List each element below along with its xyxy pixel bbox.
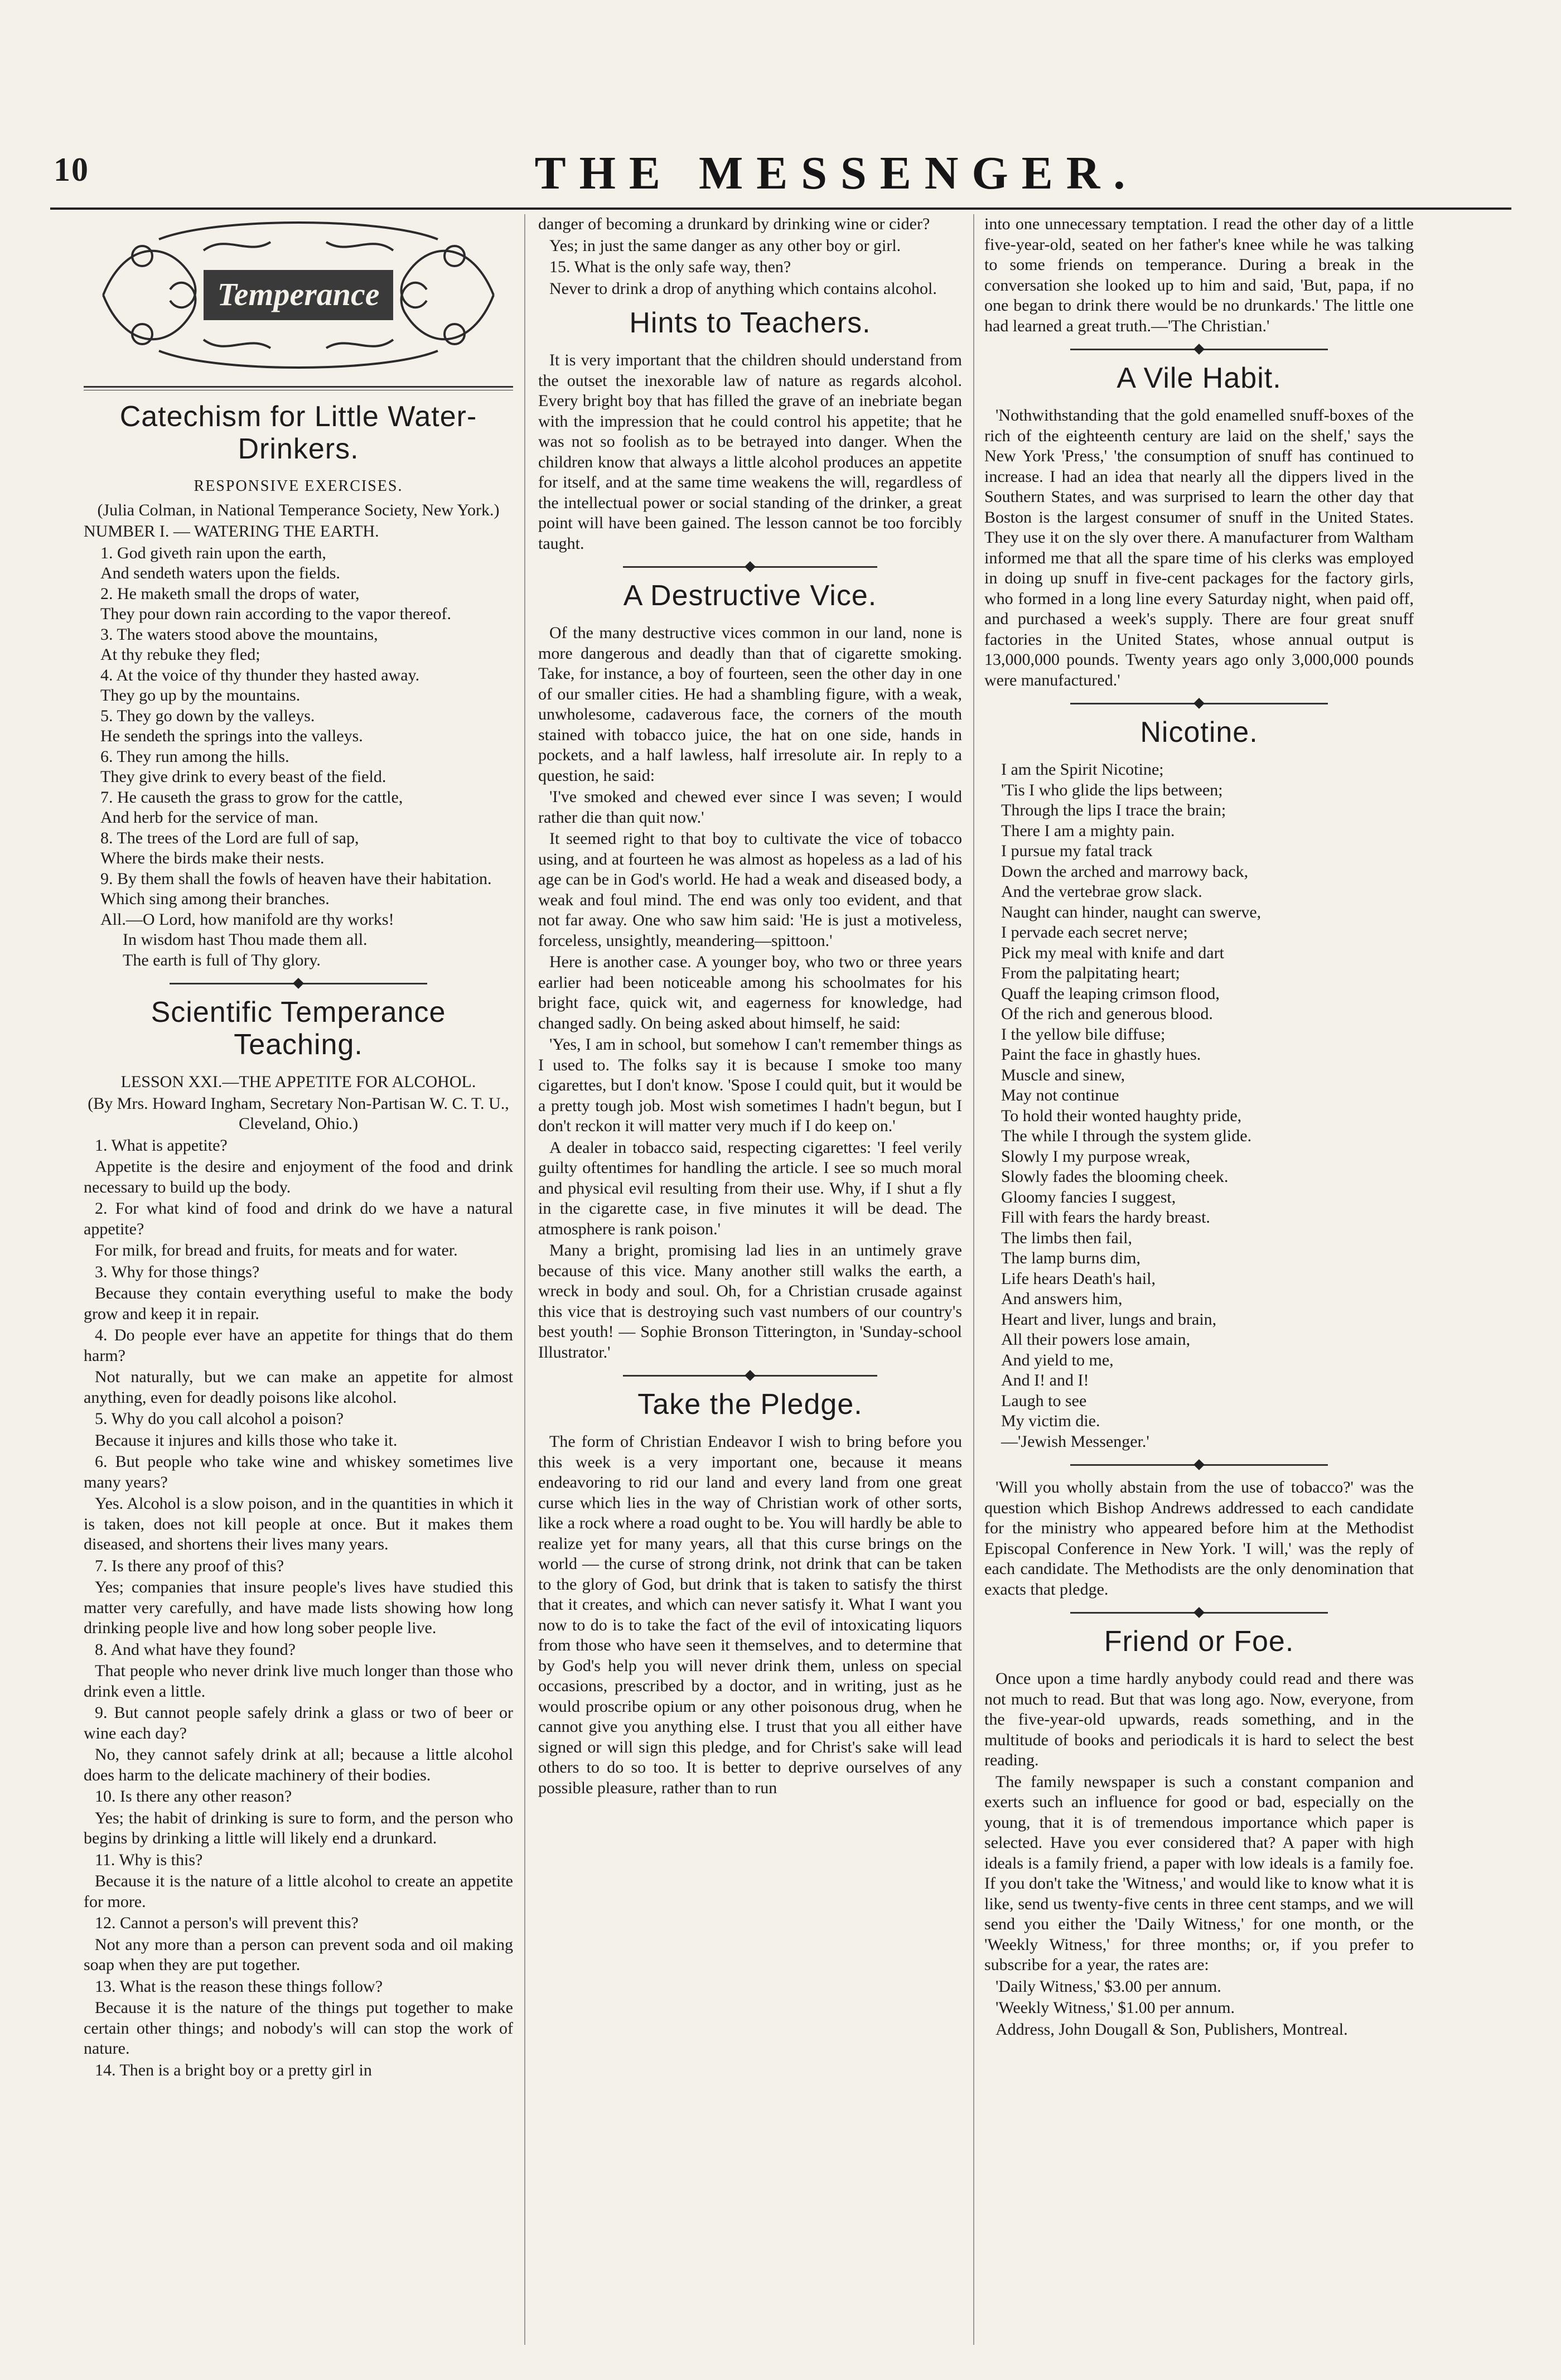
catechism-credit: (Julia Colman, in National Temperance Society, New York.) <box>97 500 500 519</box>
pledge-body: The form of Christian Endeavor I wish to bring before you this week is a very important one, because it means endeavoring to rid our land and every land from one great curse which lies in the way of Christian work of other sorts, like a rock where a road ought to be. You will hardly be able to realize yet for many years, all that this curse brings on the world — the curse of strong drink, not drink that can be taken to the glory of God, but drink that is taken to satisfy the thirst that it creates, and which can never satisfy it. What I want you now to do is to take the fact of the evil of intoxicating liquors from those who have seen it themselves, and to determine that by God's help you will never drink them, unless on special occasions, prescribed by a doctor, and in writing, just as he would proscribe opium or any other poisonous drug, when he cannot give you anything else. I trust that you all either have signed or will sign this pledge, and for Christ's sake will lead others to do so too. It is better to deprive ourselves of any possible pleasure, rather than to run <box>538 1432 962 1797</box>
paragraph: 15. What is the only safe way, then? <box>549 258 791 276</box>
paragraph: 'Daily Witness,' $3.00 per annum. <box>995 1977 1221 1996</box>
poem-line: May not continue <box>1001 1086 1119 1104</box>
poem-attribution: —'Jewish Messenger.' <box>1001 1432 1149 1451</box>
poem-line: Quaff the leaping crimson flood, <box>1001 984 1220 1003</box>
paragraph: 4. Do people ever have an appetite for things that do them harm? <box>84 1326 513 1365</box>
catechism-lines <box>84 543 513 971</box>
catechism-line: 9. By them shall the fowls of heaven have their habitation. <box>100 869 492 888</box>
paragraph: 1. What is appetite? <box>95 1136 228 1155</box>
catechism-line: And herb for the service of man. <box>100 808 318 827</box>
paragraph: The family newspaper is such a constant companion and exerts such an influence for good or bad, especially on the young, that it is of tremendous importance which paper is selected. Have you ever considered that? A paper with high ideals is a family friend, a paper with low ideals is a family foe. If you don't take the 'Witness,' and would like to know what it is like, send us twenty-five cents in three cent stamps, and we will send you either the 'Daily Witness,' for one month, or the 'Weekly Witness,' for three months; or, if you prefer to subscribe for a year, the rates are: <box>984 1772 1414 1974</box>
catechism-line: They go up by the mountains. <box>100 686 301 704</box>
poem-line: And I! and I! <box>1001 1371 1089 1389</box>
catechism-line: 8. The trees of the Lord are full of sap, <box>100 828 359 847</box>
poem-line: Muscle and sinew, <box>1001 1065 1125 1084</box>
poem-line: Life hears Death's hail, <box>1001 1269 1156 1288</box>
catechism-line: All.—O Lord, how manifold are thy works! <box>100 910 394 929</box>
paragraph: Yes; companies that insure people's lives have studied this matter very carefully, and have made lists showing how long drinking people live and how long sober people live. <box>84 1578 513 1637</box>
catechism-line: They give drink to every beast of the field. <box>100 767 386 786</box>
scientific-lesson: LESSON XXI.—THE APPETITE FOR ALCOHOL. <box>120 1073 476 1091</box>
poem-line: All their powers lose amain, <box>1001 1330 1191 1349</box>
paragraph: For milk, for bread and fruits, for meats and for water. <box>95 1241 458 1259</box>
paragraph: A dealer in tobacco said, respecting cigarettes: 'I feel verily guilty oftentimes for handling the article. I see so much moral and physical evil resulting from their use. Why, if I shut a fly in the cigarette case, in five minutes it will be dead. The atmosphere is rank poison.' <box>538 1138 962 1238</box>
paragraph: Because they contain everything useful to make the body grow and keep it in repair. <box>84 1284 513 1323</box>
paragraph: That people who never drink live much longer than those who drink even a little. <box>84 1662 513 1701</box>
poem-line: 'Tis I who glide the lips between; <box>1001 780 1223 799</box>
section-divider <box>538 562 962 572</box>
hints-headline: Hints to Teachers. <box>629 307 871 339</box>
poem-line: Naught can hinder, naught can swerve, <box>1001 902 1262 921</box>
pledge-headline: Take the Pledge. <box>637 1388 863 1421</box>
poem-line: Paint the face in ghastly hues. <box>1001 1045 1201 1064</box>
paragraph: Yes. Alcohol is a slow poison, and in the quantities in which it is taken, does not kill people at once. But it makes them diseased, and shortens their lives many years. <box>84 1494 513 1553</box>
catechism-line: 1. God giveth rain upon the earth, <box>100 543 326 562</box>
catechism-line: 5. They go down by the valleys. <box>100 706 315 725</box>
catechism-line: 4. At the voice of thy thunder they hasted away. <box>100 665 420 684</box>
paragraph: Never to drink a drop of anything which contains alcohol. <box>549 279 937 298</box>
column-divider <box>524 214 525 2345</box>
poem-line: Fill with fears the hardy breast. <box>1001 1208 1210 1227</box>
paragraph: No, they cannot safely drink at all; because a little alcohol does harm to the delicate machinery of their bodies. <box>84 1745 513 1784</box>
poem-line: Slowly fades the blooming cheek. <box>1001 1167 1229 1186</box>
poem-line: Slowly I my purpose wreak, <box>1001 1147 1191 1166</box>
paragraph: 'Yes, I am in school, but somehow I can't remember things as I used to. The folks say it is because I smoke too many cigarettes, but I don't know. 'Spose I could quit, but it would be a pretty tough job. Most wish sometimes I hadn't begun, but I don't reckon it will matter very much if I do keep on.' <box>538 1035 962 1135</box>
poem-line: To hold their wonted haughty pride, <box>1001 1106 1242 1125</box>
scientific-headline: Scientific Temperance Teaching. <box>151 996 446 1061</box>
catechism-line: 6. They run among the hills. <box>100 747 289 766</box>
catechism-line: Which sing among their branches. <box>100 890 330 908</box>
destructive-headline: A Destructive Vice. <box>623 580 877 612</box>
paragraph: Yes; the habit of drinking is sure to form, and the person who begins by drinking a little will likely end a drunkard. <box>84 1808 513 1847</box>
poem-line: The while I through the system glide. <box>1001 1127 1252 1145</box>
paragraph: Not naturally, but we can make an appetite for almost anything, even for deadly poisons like alcohol. <box>84 1368 513 1407</box>
catechism-line: 3. The waters stood above the mountains, <box>100 625 378 644</box>
poem-line: I pervade each secret nerve; <box>1001 923 1188 942</box>
paragraph: into one unnecessary temptation. I read the other day of a little five-year-old, seated on her father's knee while he was talking to some friends on temperance. During a break in the conversation she looked up to him and said, 'But, papa, if no one began to drink there would be no drunkards.' The little one had learned a great truth.—'The Christian.' <box>984 215 1414 335</box>
paragraph: Because it is the nature of a little alcohol to create an appetite for more. <box>84 1872 513 1911</box>
section-divider <box>984 1607 1414 1618</box>
paragraph: 11. Why is this? <box>95 1850 203 1869</box>
paragraph: Not any more than a person can prevent soda and oil making soap when they are put together. <box>84 1935 513 1974</box>
paragraph: 2. For what kind of food and drink do we have a natural appetite? <box>84 1199 513 1238</box>
vile-habit-headline: A Vile Habit. <box>1117 362 1282 394</box>
paragraph: Address, John Dougall & Son, Publishers, Montreal. <box>995 2020 1348 2039</box>
column-1 <box>84 214 513 2082</box>
catechism-line: At thy rebuke they fled; <box>100 645 260 664</box>
paragraph: Because it injures and kills those who take it. <box>95 1431 398 1450</box>
catechism-line: 7. He causeth the grass to grow for the cattle, <box>100 788 403 807</box>
poem-line: Laugh to see <box>1001 1391 1087 1410</box>
masthead-rule <box>50 207 1511 210</box>
temperance-banner-ornament <box>92 217 505 373</box>
catechism-subtitle: RESPONSIVE EXERCISES. <box>194 477 403 495</box>
scientific-body <box>84 1136 513 2081</box>
poem-line: My victim die. <box>1001 1412 1100 1430</box>
paragraph: 13. What is the reason these things follow? <box>95 1977 383 1996</box>
banner-text: Temperance <box>217 276 380 312</box>
friend-or-foe-headline: Friend or Foe. <box>1104 1625 1294 1658</box>
paragraph: It seemed right to that boy to cultivate the vice of tobacco using, and at fourteen he was almost as hopeless as a lad of his age can be in God's world. He had a weak and diseased body, a weak and foul mind. The end was only too evident, and that not far away. One who saw him said: 'He is just a motiveless, forceless, unsightly, meandering—spittoon.' <box>538 829 962 950</box>
catechism-line: 2. He maketh small the drops of water, <box>100 584 360 603</box>
poem-line: And the vertebrae grow slack. <box>1001 882 1202 901</box>
paragraph: 12. Cannot a person's will prevent this? <box>95 1914 359 1932</box>
poem-line: There I am a mighty pain. <box>1001 821 1175 840</box>
catechism-line: The earth is full of Thy glory. <box>123 950 321 969</box>
catechism-line: They pour down rain according to the vapor thereof. <box>100 605 451 623</box>
paragraph: 3. Why for those things? <box>95 1262 260 1281</box>
poem-line: The lamp burns dim, <box>1001 1249 1140 1267</box>
section-divider <box>984 698 1414 708</box>
poem-line: Heart and liver, lungs and brain, <box>1001 1310 1217 1329</box>
section-divider <box>538 1370 962 1380</box>
vile-habit-body: 'Nothwithstanding that the gold enamelled snuff-boxes of the rich of the eighteenth century are laid on the shelf,' says the New York 'Press,' 'the consumption of snuff has continued to increase. I had an idea that nearly all the dippers lived in the Southern States, and was surprised to learn the other day that Boston is the largest consumer of snuff in the United States. They use it on the sly over there. A manufacturer from Waltham informed me that all the spare time of his clerks was employed in doing up snuff in five-cent packages for the factory girls, who formed in a long line every Saturday night, when paid off, and purchased a week's supply. There are four great snuff factories in the United States, whose annual output is 13,000,000 pounds. Twenty years ago only 3,000,000 pounds were manufactured.' <box>984 406 1414 689</box>
paragraph: Here is another case. A younger boy, who two or three years earlier had been noticeable among his schoolmates for his bright face, quick wit, and eagerness for knowledge, had changed sadly. On being asked about himself, he said: <box>538 953 962 1032</box>
section-divider <box>984 344 1414 354</box>
paragraph: 9. But cannot people safely drink a glass or two of beer or wine each day? <box>84 1703 513 1742</box>
paragraph: 10. Is there any other reason? <box>95 1787 292 1805</box>
paragraph: 6. But people who take wine and whiskey sometimes live many years? <box>84 1452 513 1491</box>
temperance-banner <box>84 214 513 376</box>
bishop-paragraph: 'Will you wholly abstain from the use of tobacco?' was the question which Bishop Andrews addressed to each candidate for the ministry who appeared before him at the Methodist Episcopal Conference in New York. 'I will,' was the reply of each candidate. The Methodists are the only denomination that exacts that pledge. <box>984 1478 1414 1599</box>
page-number: 10 <box>54 151 89 188</box>
paragraph: 7. Is there any proof of this? <box>95 1556 284 1575</box>
poem-line: The limbs then fail, <box>1001 1228 1132 1247</box>
paragraph: danger of becoming a drunkard by drinking wine or cider? <box>538 215 930 233</box>
nicotine-poem <box>984 760 1414 1452</box>
paragraph: 5. Why do you call alcohol a poison? <box>95 1409 344 1428</box>
paragraph: 'Weekly Witness,' $1.00 per annum. <box>995 1998 1235 2017</box>
paragraph: 14. Then is a bright boy or a pretty girl in <box>95 2060 372 2079</box>
scientific-credit: (By Mrs. Howard Ingham, Secretary Non-Partisan W. C. T. U., Cleveland, Ohio.) <box>88 1094 509 1133</box>
column-2 <box>538 214 962 1799</box>
paragraph: Once upon a time hardly anybody could read and there was not much to read. But that was long ago. Now, everyone, from the five-year-old upwards, reads something, and in the multitude of books and periodicals it is hard to select the best reading. <box>984 1669 1414 1769</box>
poem-line: Down the arched and marrowy back, <box>1001 862 1249 881</box>
poem-line: And answers him, <box>1001 1290 1123 1308</box>
section-divider <box>84 978 513 988</box>
paragraph: 'I've smoked and chewed ever since I was seven; I would rather die than quit now.' <box>538 788 962 827</box>
masthead-title: THE MESSENGER. <box>534 147 1139 199</box>
paragraph: Of the many destructive vices common in our land, none is more dangerous and deadly than that of cigarette smoking. Take, for instance, a boy of fourteen, seen the other day in one of our smaller cities. He had a shambling figure, with a weak, unwholesome, cadaverous face, the corners of the mouth stained with tobacco juice, the hat on one side, hands in pockets, and a half lawless, half irresolute air. In reply to a question, he said: <box>538 624 962 785</box>
paragraph: Many a bright, promising lad lies in an untimely grave because of this vice. Many another still walks the earth, a wreck in body and soul. Oh, for a Christian crusade against this vice that is destroying such vast numbers of our country's best youth! — Sophie Bronson Titterington, in 'Sunday-school Illustrator.' <box>538 1241 962 1362</box>
poem-line: Of the rich and generous blood. <box>1001 1005 1213 1023</box>
catechism-line: In wisdom hast Thou made them all. <box>123 930 368 949</box>
paragraph: 8. And what have they found? <box>95 1640 296 1659</box>
catechism-number: NUMBER I. — WATERING THE EARTH. <box>84 522 379 540</box>
catechism-headline: Catechism for Little Water-Drinkers. <box>119 400 477 465</box>
poem-line: I pursue my fatal track <box>1001 842 1153 860</box>
paragraph: Appetite is the desire and enjoyment of the food and drink necessary to build up the body. <box>84 1157 513 1196</box>
poem-line: And yield to me, <box>1001 1350 1114 1369</box>
catechism-line: Where the birds make their nests. <box>100 849 325 867</box>
poem-line: Pick my meal with knife and dart <box>1001 943 1224 962</box>
paragraph: Yes; in just the same danger as any other boy or girl. <box>549 236 901 255</box>
nicotine-headline: Nicotine. <box>1140 716 1258 749</box>
poem-line: Through the lips I trace the brain; <box>1001 801 1226 819</box>
column-divider <box>973 214 974 2345</box>
catechism-line: And sendeth waters upon the fields. <box>100 564 340 582</box>
rule <box>84 386 513 390</box>
poem-line: I the yellow bile diffuse; <box>1001 1025 1166 1044</box>
poem-line: From the palpitating heart; <box>1001 964 1180 982</box>
paragraph: Because it is the nature of the things put together to make certain other things; and nobody's will can stop the work of nature. <box>84 1998 513 2058</box>
section-divider <box>984 1460 1414 1470</box>
catechism-line: He sendeth the springs into the valleys. <box>100 727 363 745</box>
poem-line: I am the Spirit Nicotine; <box>1001 760 1164 779</box>
column-3 <box>984 214 1414 2041</box>
hints-body: It is very important that the children should understand from the outset the inexorable law of nature as regards alcohol. Every bright boy that has filled the grave of an inebriate began with the impression that he could control his appetite; that he was not so foolish as to be betrayed into danger. When the children know that always a little alcohol produces an appetite for itself, and at the same time weakens the will, regardless of the intellectual power or social standing of the drinker, a great point will have been gained. The lesson cannot be too forcibly taught. <box>538 351 962 553</box>
poem-line: Gloomy fancies I suggest, <box>1001 1187 1176 1206</box>
